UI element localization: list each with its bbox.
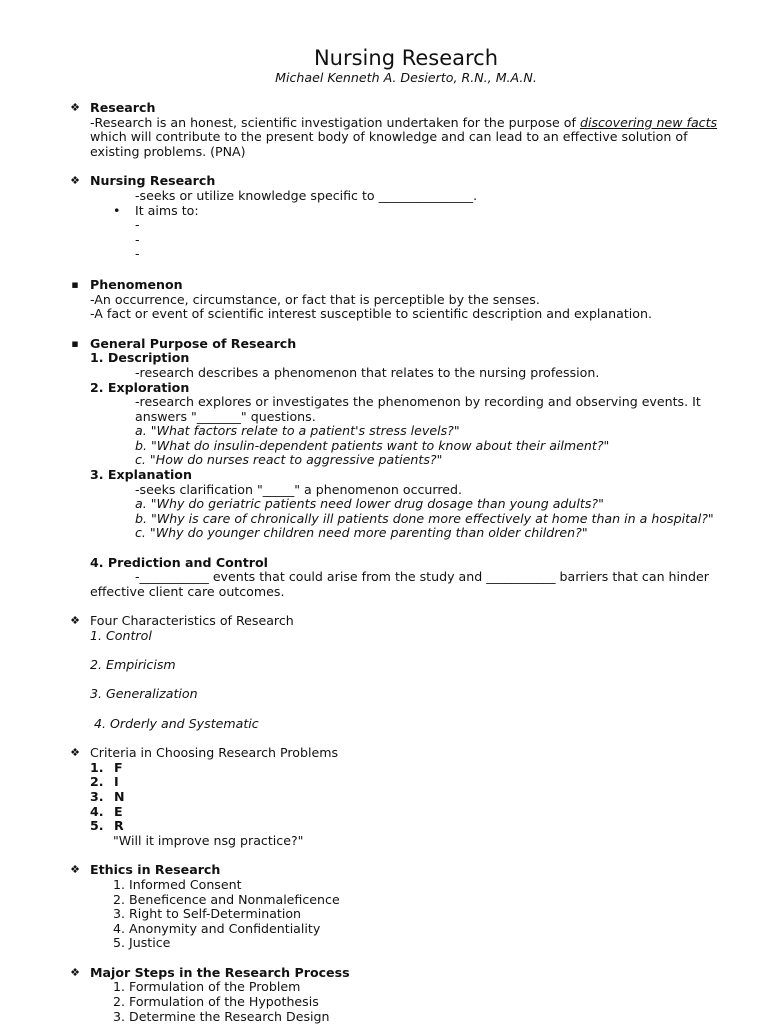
diamond-bullet-icon: ❖ — [70, 174, 80, 188]
list-item: 2. Formulation of the Hypothesis — [113, 994, 319, 1010]
document-body — [68, 101, 728, 1024]
list-item-text: I — [114, 774, 119, 790]
list-item-text: R — [114, 818, 124, 834]
section-criteria — [68, 746, 728, 848]
list-item — [90, 775, 728, 790]
section-heading: Phenomenon — [90, 276, 183, 292]
paragraph-line: -research explores or investigates the phenomenon by recording and observing events. It — [135, 394, 701, 410]
section-heading: Research — [90, 100, 156, 115]
diamond-bullet-icon: ❖ — [70, 101, 80, 114]
list-item-text: It aims to: — [135, 202, 199, 218]
list-item: 3. Right to Self-Determination — [113, 906, 302, 922]
author-line: Michael Kenneth A. Desierto, R.N., M.A.N. — [275, 70, 537, 85]
section-phenomenon — [68, 278, 728, 322]
list-item: 1. Formulation of the Problem — [113, 979, 301, 995]
paragraph-line: -seeks clarification "_____" a phenomenon occurred. — [135, 481, 463, 497]
paragraph-line: effective client care outcomes. — [90, 583, 285, 599]
diamond-bullet-icon: ❖ — [70, 746, 80, 760]
list-item: 5. Justice — [113, 935, 171, 951]
paragraph-line — [90, 116, 728, 131]
list-item: 2. Empiricism — [90, 657, 176, 673]
example-question: a. "What factors relate to a patient's stress levels?" — [135, 423, 460, 439]
section-nursing-research — [68, 174, 728, 262]
example-question: c. "Why do younger children need more parenting than older children?" — [135, 525, 588, 541]
section-heading: Nursing Research — [90, 173, 216, 189]
section-heading: Ethics in Research — [90, 862, 221, 878]
paragraph-line: which will contribute to the present body of knowledge and can lead to an effective solution of — [90, 129, 688, 145]
list-number: 1. — [90, 759, 104, 775]
list-item — [90, 790, 728, 805]
section-research — [68, 101, 728, 159]
list-number: 4. — [90, 803, 104, 819]
section-heading: Criteria in Choosing Research Problems — [90, 745, 339, 761]
list-item: 4. Orderly and Systematic — [94, 715, 259, 731]
list-number: 3. — [90, 788, 104, 804]
paragraph-line: -___________ events that could arise from the study and ___________ barriers that can hinder — [135, 569, 709, 585]
example-question: b. "Why is care of chronically ill patients done more effectively at home than in a hospital?" — [135, 510, 714, 526]
paragraph-line: -A fact or event of scientific interest susceptible to scientific description and explanation. — [90, 306, 652, 322]
quote-line: "Will it improve nsg practice?" — [113, 832, 304, 848]
section-heading: Four Characteristics of Research — [90, 613, 294, 629]
list-item: 2. Beneficence and Nonmaleficence — [113, 891, 340, 907]
blank-dash: - — [135, 217, 140, 233]
list-item — [90, 761, 728, 776]
paragraph-line: -seeks or utilize knowledge specific to _______________. — [135, 187, 478, 203]
list-item: 4. Anonymity and Confidentiality — [113, 920, 321, 936]
subheading: 3. Explanation — [90, 467, 192, 483]
list-item: 1. Control — [90, 628, 152, 643]
paragraph-line: -An occurrence, circumstance, or fact that is perceptible by the senses. — [90, 291, 540, 307]
paragraph-line: answers "_______" questions. — [135, 408, 316, 424]
example-question: b. "What do insulin-dependent patients want to know about their ailment?" — [135, 437, 610, 453]
section-heading: Major Steps in the Research Process — [90, 964, 350, 980]
section-major-steps — [68, 966, 728, 1024]
blank-dash: - — [135, 246, 140, 262]
list-item-text: N — [114, 788, 125, 804]
list-item: 3. Determine the Research Design — [113, 1008, 330, 1024]
section-four-characteristics — [68, 614, 728, 731]
subheading: 4. Prediction and Control — [90, 554, 268, 570]
list-item: 1. Informed Consent — [113, 876, 242, 892]
subheading: 1. Description — [90, 350, 190, 366]
section-general-purpose — [68, 337, 728, 600]
emphasized-text: discovering new facts — [579, 114, 718, 130]
square-bullet-icon: ▪ — [71, 336, 79, 350]
example-question: c. "How do nurses react to aggressive patients?" — [135, 452, 443, 468]
list-item — [90, 805, 728, 820]
diamond-bullet-icon: ❖ — [70, 965, 80, 979]
diamond-bullet-icon: ❖ — [70, 863, 80, 877]
list-number: 2. — [90, 774, 104, 790]
list-item-text: F — [114, 759, 123, 775]
blank-dash: - — [135, 231, 140, 247]
dot-bullet-icon: • — [113, 202, 121, 218]
diamond-bullet-icon: ❖ — [70, 614, 80, 628]
list-item: 3. Generalization — [90, 686, 198, 702]
section-heading: General Purpose of Research — [90, 335, 297, 351]
square-bullet-icon: ▪ — [71, 277, 79, 291]
paragraph-line: existing problems. (PNA) — [90, 143, 246, 159]
list-item — [90, 819, 728, 834]
example-question: a. "Why do geriatric patients need lower drug dosage than young adults?" — [135, 496, 604, 512]
subheading: 2. Exploration — [90, 379, 190, 395]
list-item-text: E — [114, 803, 123, 819]
text-span: -Research is an honest, scientific investigation undertaken for the purpose of — [90, 114, 580, 130]
paragraph-line: -research describes a phenomenon that relates to the nursing profession. — [135, 364, 600, 380]
list-number: 5. — [90, 818, 104, 834]
page-title: Nursing Research — [313, 46, 499, 70]
section-ethics — [68, 863, 728, 951]
list-item — [90, 204, 728, 219]
